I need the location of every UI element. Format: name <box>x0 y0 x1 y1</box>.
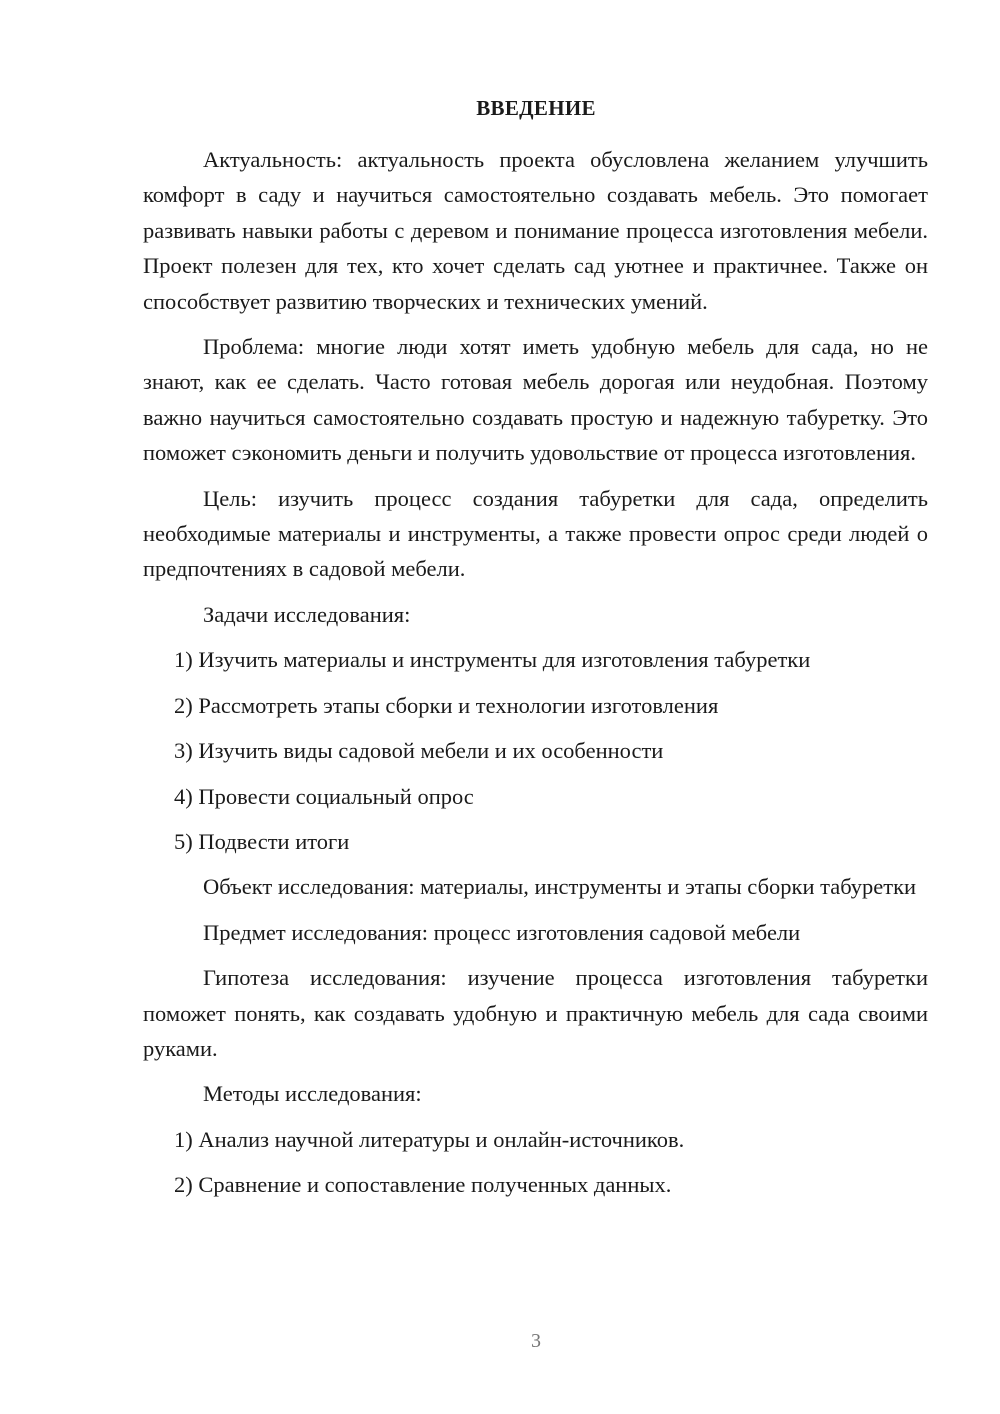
paragraph-subject: Предмет исследования: процесс изготовления садовой мебели <box>203 919 801 945</box>
document-body <box>143 142 928 1213</box>
task-item-3: 3) Изучить виды садовой мебели и их особенности <box>174 738 664 764</box>
methods-heading: Методы исследования: <box>203 1081 422 1107</box>
task-item-5: 5) Подвести итоги <box>174 828 350 854</box>
tasks-heading: Задачи исследования: <box>203 601 411 627</box>
page-number: 3 <box>531 1330 541 1352</box>
paragraph-relevance: Актуальность: актуальность проекта обусловлена желанием улучшить комфорт в саду и научиться самостоятельно создавать мебель. Это помогает развивать навыки работы с деревом и понимание процесса изготовления мебели. Проект полезен для тех, кто хочет сделать сад уютнее и практичнее. Также он способствует развитию творческих и технических умений. <box>143 147 928 314</box>
method-item-2: 2) Сравнение и сопоставление полученных данных. <box>174 1172 672 1198</box>
task-item-4: 4) Провести социальный опрос <box>174 783 474 809</box>
task-item-1: 1) Изучить материалы и инструменты для изготовления табуретки <box>174 647 811 673</box>
paragraph-goal: Цель: изучить процесс создания табуретки для сада, определить необходимые материалы и инструменты, а также провести опрос среди людей о предпочтениях в садовой мебели. <box>143 485 928 582</box>
page-title: ВВЕДЕНИЕ <box>476 96 596 120</box>
paragraph-problem: Проблема: многие люди хотят иметь удобную мебель для сада, но не знают, как ее сделать. Часто готовая мебель дорогая или неудобная. Поэтому важно научиться самостоятельно создавать простую и надежную табуретку. Это поможет сэкономить деньги и получить удовольствие от процесса изготовления. <box>143 334 928 466</box>
task-item-2: 2) Рассмотреть этапы сборки и технологии изготовления <box>174 692 719 718</box>
method-item-1: 1) Анализ научной литературы и онлайн-источников. <box>174 1126 685 1152</box>
paragraph-hypothesis: Гипотеза исследования: изучение процесса изготовления табуретки поможет понять, как создавать удобную и практичную мебель для сада своими руками. <box>143 965 928 1061</box>
paragraph-object: Объект исследования: материалы, инструменты и этапы сборки табуретки <box>203 874 917 900</box>
